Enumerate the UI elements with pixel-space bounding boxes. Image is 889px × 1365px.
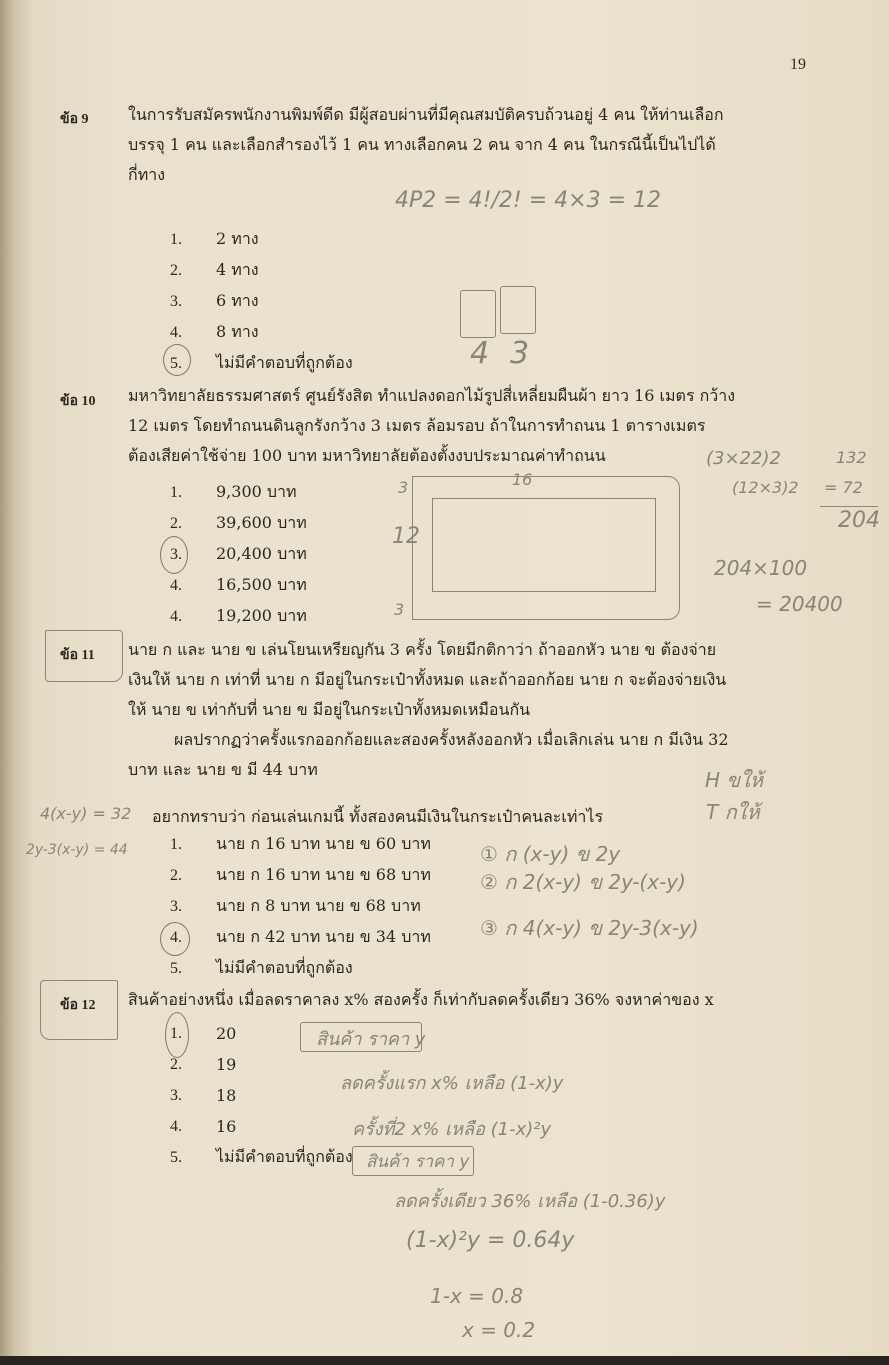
diagram-label: 3 xyxy=(398,478,409,497)
option[interactable]: 5. ไม่มีคำตอบที่ถูกต้อง xyxy=(170,1147,353,1166)
handwritten-note: (1-x)²y = 0.64y xyxy=(406,1228,575,1253)
handwritten-note: 132 xyxy=(836,448,867,467)
handwritten-note: (3×22)2 xyxy=(706,448,781,469)
handwritten-note: 204 xyxy=(838,508,880,533)
option[interactable]: 5. ไม่มีคำตอบที่ถูกต้อง xyxy=(170,958,353,977)
handwritten-note: x = 0.2 xyxy=(462,1318,536,1342)
option[interactable]: 1. 9,300 บาท xyxy=(170,482,297,501)
question-12-label: ข้อ 12 xyxy=(60,998,96,1013)
question-text-line: 12 เมตร โดยทำถนนดินลูกรังกว้าง 3 เมตร ล้อมรอบ ถ้าในการทำถนน 1 ตารางเมตร xyxy=(128,416,706,435)
handwritten-note: ③ ก 4(x-y) ข 2y-3(x-y) xyxy=(480,916,699,940)
option[interactable]: 2. 4 ทาง xyxy=(170,260,259,279)
option[interactable]: 4. 16,500 บาท xyxy=(170,575,307,594)
sum-line xyxy=(820,506,878,507)
handwritten-note: ① ก (x-y) ข 2y xyxy=(480,842,621,866)
question-text-line: มหาวิทยาลัยธรรมศาสตร์ ศูนย์รังสิต ทำแปลงดอกไม้รูปสี่เหลี่ยมผืนผ้า ยาว 16 เมตร กว้าง xyxy=(128,386,736,405)
question-text-line: สินค้าอย่างหนึ่ง เมื่อลดราคาลง x% สองครั้ง ก็เท่ากับลดครั้งเดียว 36% จงหาค่าของ x xyxy=(128,990,714,1009)
handwritten-note: 4(x-y) = 32 xyxy=(40,804,132,823)
handwritten-note: 204×100 xyxy=(714,556,808,580)
question-text-line: นาย ก และ นาย ข เล่นโยนเหรียญกัน 3 ครั้ง โดยมีกติกาว่า ถ้าออกหัว นาย ข ต้องจ่าย xyxy=(128,640,717,659)
handwritten-note: 1-x = 0.8 xyxy=(430,1284,524,1308)
option[interactable]: 4. นาย ก 42 บาท นาย ข 34 บาท xyxy=(170,927,431,946)
answer-circle-mark xyxy=(160,922,190,956)
option[interactable]: 5. ไม่มีคำตอบที่ถูกต้อง xyxy=(170,353,353,372)
option[interactable]: 4. 19,200 บาท xyxy=(170,606,307,625)
question-text-line: ผลปรากฏว่าครั้งแรกออกก้อยและสองครั้งหลังออกหัว เมื่อเลิกเล่น นาย ก มีเงิน 32 xyxy=(174,730,729,749)
option[interactable]: 3. 6 ทาง xyxy=(170,291,259,310)
handwritten-box xyxy=(460,290,496,338)
option[interactable]: 4. 8 ทาง xyxy=(170,322,259,341)
handwritten-note: ② ก 2(x-y) ข 2y-(x-y) xyxy=(480,870,686,894)
question-9-options xyxy=(170,224,353,379)
handwritten-note: ลดครั้งแรก x% เหลือ (1-x)y xyxy=(340,1073,564,1094)
handwritten-box xyxy=(500,286,536,334)
option[interactable]: 3. นาย ก 8 บาท นาย ข 68 บาท xyxy=(170,896,421,915)
handwritten-note: 4P2 = 4!/2! = 4×3 = 12 xyxy=(395,188,661,213)
question-text-line: ต้องเสียค่าใช้จ่าย 100 บาท มหาวิทยาลัยต้องตั้งงบประมาณค่าทำถนน xyxy=(128,446,606,465)
question-9-text xyxy=(128,100,818,190)
handwritten-diagram-inner xyxy=(432,498,656,592)
handwritten-note: (12×3)2 xyxy=(732,478,799,497)
handwritten-note: H ขให้ xyxy=(705,768,764,792)
question-11-label: ข้อ 11 xyxy=(60,648,95,663)
option[interactable]: 2. 19 xyxy=(170,1055,237,1074)
page-number: 19 xyxy=(790,56,806,73)
option[interactable]: 2. นาย ก 16 บาท นาย ข 68 บาท xyxy=(170,865,431,884)
handwritten-note: ลดครั้งเดียว 36% เหลือ (1-0.36)y xyxy=(394,1191,666,1212)
question-11-prompt: อยากทราบว่า ก่อนเล่นเกมนี้ ทั้งสองคนมีเงินในกระเป๋าคนละเท่าไร xyxy=(152,807,604,826)
question-12-text xyxy=(128,985,818,1015)
option[interactable]: 1. 2 ทาง xyxy=(170,229,259,248)
diagram-label: 3 xyxy=(394,600,405,619)
handwritten-note: สินค้า ราคา y xyxy=(366,1152,470,1172)
handwritten-note: = 72 xyxy=(824,478,863,497)
handwritten-note: T กให้ xyxy=(706,800,760,824)
option[interactable]: 1. นาย ก 16 บาท นาย ข 60 บาท xyxy=(170,834,431,853)
question-text-line: เงินให้ นาย ก เท่าที่ นาย ก มีอยู่ในกระเป๋าทั้งหมด และถ้าออกก้อย นาย ก จะต้องจ่ายเงิน xyxy=(128,670,727,689)
option[interactable]: 3. 20,400 บาท xyxy=(170,544,307,563)
answer-circle-mark xyxy=(160,536,188,574)
diagram-label: 16 xyxy=(512,470,533,489)
question-text-line: กี่ทาง xyxy=(128,165,166,184)
question-text-line: ให้ นาย ข เท่ากับที่ นาย ข มีอยู่ในกระเป๋าทั้งหมดเหมือนกัน xyxy=(128,700,531,719)
question-10-options xyxy=(170,477,307,632)
question-9-label: ข้อ 9 xyxy=(60,112,89,127)
handwritten-note: 4 xyxy=(470,336,490,371)
option[interactable]: 1. 20 xyxy=(170,1024,237,1043)
option[interactable]: 2. 39,600 บาท xyxy=(170,513,307,532)
answer-circle-mark xyxy=(165,1012,189,1058)
answer-circle-mark xyxy=(163,344,191,376)
handwritten-note: = 20400 xyxy=(756,592,843,616)
diagram-label: 12 xyxy=(392,524,420,549)
question-text-line: บาท และ นาย ข มี 44 บาท xyxy=(128,760,318,779)
question-11-options xyxy=(170,829,431,984)
question-11-text xyxy=(128,635,818,785)
option[interactable]: 4. 16 xyxy=(170,1117,237,1136)
handwritten-note: สินค้า ราคา y xyxy=(316,1029,426,1050)
question-text-line: ในการรับสมัครพนักงานพิมพ์ดีด มีผู้สอบผ่านที่มีคุณสมบัติครบถ้วนอยู่ 4 คน ให้ท่านเลือก xyxy=(128,105,724,124)
handwritten-note: ครั้งที่2 x% เหลือ (1-x)²y xyxy=(352,1119,552,1140)
handwritten-note: 3 xyxy=(510,336,530,371)
page-bottom-edge xyxy=(0,1356,889,1365)
question-10-label: ข้อ 10 xyxy=(60,394,96,409)
handwritten-note: 2y-3(x-y) = 44 xyxy=(26,842,128,858)
option[interactable]: 3. 18 xyxy=(170,1086,237,1105)
question-text-line: บรรจุ 1 คน และเลือกสำรองไว้ 1 คน ทางเลือกคน 2 คน จาก 4 คน ในกรณีนี้เป็นไปได้ xyxy=(128,135,716,154)
